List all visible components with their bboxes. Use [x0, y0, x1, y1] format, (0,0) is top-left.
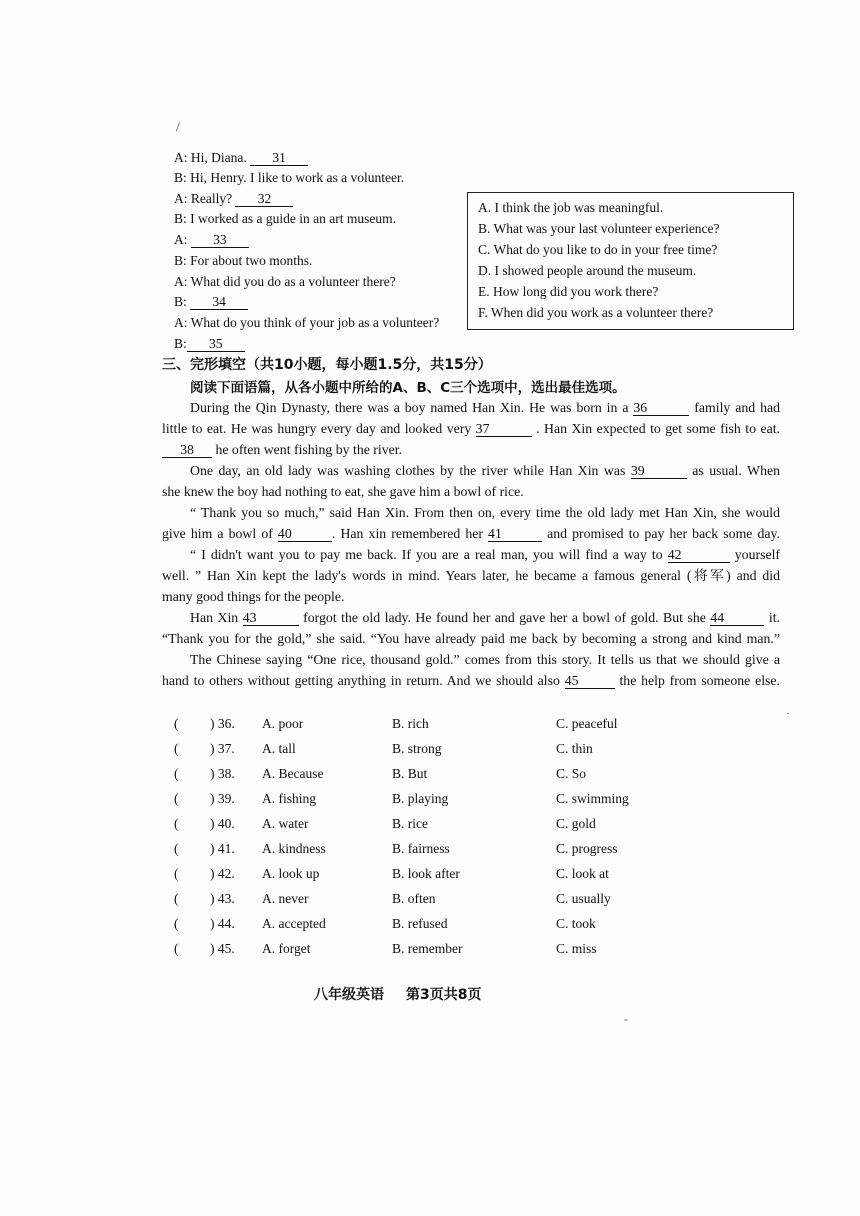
answer-blank: 34: [190, 294, 248, 310]
choice-b: B. rich: [392, 716, 429, 731]
footer-page-number: 第3页共8页: [406, 987, 482, 1003]
choice-c: C. swimming: [556, 791, 629, 806]
answer-blank: 33: [191, 232, 249, 248]
cloze-blank: 37: [476, 421, 532, 437]
passage-text: little to eat. He was hungry every day and looked very: [162, 421, 476, 436]
choice-a: A. water: [262, 816, 309, 831]
cloze-blank: 40: [278, 526, 332, 542]
passage-text: well. ” Han Xin kept the lady's words in mind. Years later, he became a famous general (将军) and did: [162, 568, 780, 583]
dialogue-text: A: Hi, Diana.: [174, 150, 251, 165]
question-number: ) 41.: [210, 841, 235, 856]
dialogue-text: A: What did you do as a volunteer there?: [174, 274, 396, 289]
choice-c: C. miss: [556, 941, 597, 956]
options-box: [467, 192, 794, 330]
question-row: [174, 841, 644, 861]
scan-dot: ·: [786, 706, 790, 720]
question-number: ) 42.: [210, 866, 235, 881]
choice-b: B. remember: [392, 941, 463, 956]
choice-a: A. kindness: [262, 841, 326, 856]
option-e: E. How long did you work there?: [478, 284, 659, 299]
dialogue-text: A: What do you think of your job as a volunteer?: [174, 315, 440, 330]
answer-paren: (: [174, 816, 179, 831]
answer-paren: (: [174, 891, 179, 906]
choice-c: C. look at: [556, 866, 609, 881]
passage-text: One day, an old lady was washing clothes by the river while Han Xin was: [190, 463, 631, 478]
passage-text: he often went fishing by the river.: [212, 442, 403, 457]
choice-a: A. accepted: [262, 916, 326, 931]
passage-text: the help from someone else.: [614, 673, 780, 688]
option-c: C. What do you like to do in your free time?: [478, 242, 718, 257]
choice-b: B. strong: [392, 741, 442, 756]
section-title: 三、完形填空（共10小题，每小题1.5分，共15分）: [162, 357, 492, 373]
option-d: D. I showed people around the museum.: [478, 263, 697, 278]
question-number: ) 39.: [210, 791, 235, 806]
question-number: ) 36.: [210, 716, 235, 731]
cloze-blank: 43: [243, 610, 299, 626]
section-instruction: 阅读下面语篇，从各小题中所给的A、B、C三个选项中，选出最佳选项。: [190, 380, 626, 396]
passage-text: yourself: [729, 547, 780, 562]
choice-c: C. gold: [556, 816, 596, 831]
choice-c: C. thin: [556, 741, 593, 756]
passage-text: and promised to pay her back some day.: [542, 526, 780, 541]
passage-text: it.: [764, 610, 780, 625]
question-number: ) 45.: [210, 941, 235, 956]
dialogue-line: [174, 292, 248, 312]
dialogue-text: B:: [174, 294, 191, 309]
choice-c: C. usually: [556, 891, 611, 906]
question-number: ) 43.: [210, 891, 235, 906]
question-row: [174, 791, 644, 811]
passage-text: The Chinese saying “One rice, thousand gold.” comes from this story. It tells us that we should give a: [190, 652, 780, 667]
passage-text: she knew the boy had nothing to eat, she gave him a bowl of rice.: [162, 484, 524, 499]
dialogue-line: [174, 272, 396, 292]
cloze-blank: 45: [565, 673, 615, 689]
choice-a: A. never: [262, 891, 309, 906]
dialogue-text: B: I worked as a guide in an art museum.: [174, 211, 396, 226]
scan-dot: -: [624, 1012, 628, 1026]
dialogue-text: B:: [174, 336, 187, 351]
passage-line: [162, 671, 780, 691]
passage-line: [162, 482, 780, 502]
dialogue-text: A: Really?: [174, 191, 236, 206]
passage-text: . Han Xin expected to get some fish to eat.: [531, 421, 780, 436]
cloze-blank: 41: [488, 526, 542, 542]
question-number: ) 38.: [210, 766, 235, 781]
passage-text: forgot the old lady. He found her and gave her a bowl of gold. But she: [298, 610, 711, 625]
answer-paren: (: [174, 716, 179, 731]
dialogue-line: [174, 148, 308, 168]
dialogue-text: A:: [174, 232, 191, 247]
passage-line: [162, 587, 780, 607]
answer-paren: (: [174, 766, 179, 781]
choice-c: C. took: [556, 916, 596, 931]
dialogue-line: [174, 230, 249, 250]
option-f: F. When did you work as a volunteer there?: [478, 305, 714, 320]
answer-paren: (: [174, 841, 179, 856]
option-b: B. What was your last volunteer experience?: [478, 221, 720, 236]
choice-a: A. tall: [262, 741, 296, 756]
answer-paren: (: [174, 866, 179, 881]
question-row: [174, 941, 644, 961]
passage-text: give him a bowl of: [162, 526, 278, 541]
choice-a: A. poor: [262, 716, 304, 731]
scan-mark: /: [176, 120, 180, 135]
cloze-blank: 38: [162, 442, 212, 458]
question-number: ) 40.: [210, 816, 235, 831]
choice-b: B. fairness: [392, 841, 450, 856]
question-row: [174, 916, 644, 936]
passage-line: [190, 545, 780, 565]
dialogue-text: B: For about two months.: [174, 253, 313, 268]
option-a: A. I think the job was meaningful.: [478, 200, 664, 215]
passage-text: “ Thank you so much,” said Han Xin. From then on, every time the old lady met Han Xin, she would: [190, 505, 780, 520]
cloze-blank: 42: [668, 547, 730, 563]
passage-text: Han Xin: [190, 610, 243, 625]
footer-subject: 八年级英语: [314, 987, 384, 1003]
passage-line: [190, 608, 780, 628]
cloze-blank: 39: [631, 463, 687, 479]
answer-paren: (: [174, 941, 179, 956]
answer-blank: 31: [250, 150, 308, 166]
choice-c: C. progress: [556, 841, 618, 856]
question-row: [174, 816, 644, 836]
passage-line: [190, 398, 780, 418]
choice-b: B. rice: [392, 816, 428, 831]
passage-text: “Thank you for the gold,” she said. “You have already paid me back by becoming a strong and kind man.”: [162, 631, 780, 646]
passage-text: During the Qin Dynasty, there was a boy named Han Xin. He was born in a: [190, 400, 634, 415]
passage-line: [162, 524, 780, 544]
question-row: [174, 716, 644, 736]
passage-text: hand to others without getting anything in return. And we should also: [162, 673, 565, 688]
dialogue-text: B: Hi, Henry. I like to work as a volunteer.: [174, 170, 405, 185]
answer-blank: 35: [187, 336, 245, 352]
passage-text: “ I didn't want you to pay me back. If you are a real man, you will find a way to: [190, 547, 668, 562]
choice-c: C. peaceful: [556, 716, 618, 731]
question-row: [174, 866, 644, 886]
question-number: ) 44.: [210, 916, 235, 931]
choice-b: B. But: [392, 766, 428, 781]
question-number: ) 37.: [210, 741, 235, 756]
cloze-blank: 36: [633, 400, 689, 416]
choice-b: B. look after: [392, 866, 460, 881]
dialogue-line: [174, 251, 312, 271]
choice-c: C. So: [556, 766, 587, 781]
choice-b: B. playing: [392, 791, 449, 806]
answer-paren: (: [174, 741, 179, 756]
dialogue-line: [174, 168, 404, 188]
passage-line: [190, 461, 780, 481]
choice-a: A. fishing: [262, 791, 316, 806]
cloze-blank: 44: [710, 610, 764, 626]
passage-line: [162, 566, 780, 586]
passage-line: [162, 440, 780, 460]
passage-text: family and had: [689, 400, 780, 415]
passage-text: as usual. When: [686, 463, 780, 478]
dialogue-line: [174, 334, 245, 354]
dialogue-line: [174, 313, 439, 333]
choice-b: B. refused: [392, 916, 448, 931]
passage-line: [190, 650, 780, 670]
passage-line: [162, 629, 780, 649]
dialogue-line: [174, 189, 293, 209]
answer-blank: 32: [235, 191, 293, 207]
question-row: [174, 766, 644, 786]
passage-line: [162, 419, 780, 439]
passage-text: . Han xin remembered her: [331, 526, 489, 541]
answer-paren: (: [174, 916, 179, 931]
choice-a: A. Because: [262, 766, 324, 781]
question-row: [174, 891, 644, 911]
choice-a: A. look up: [262, 866, 320, 881]
passage-line: [190, 503, 780, 523]
choice-b: B. often: [392, 891, 436, 906]
dialogue-line: [174, 209, 396, 229]
page-footer: [314, 984, 503, 1004]
passage-text: many good things for the people.: [162, 589, 345, 604]
answer-paren: (: [174, 791, 179, 806]
choice-a: A. forget: [262, 941, 311, 956]
question-row: [174, 741, 644, 761]
